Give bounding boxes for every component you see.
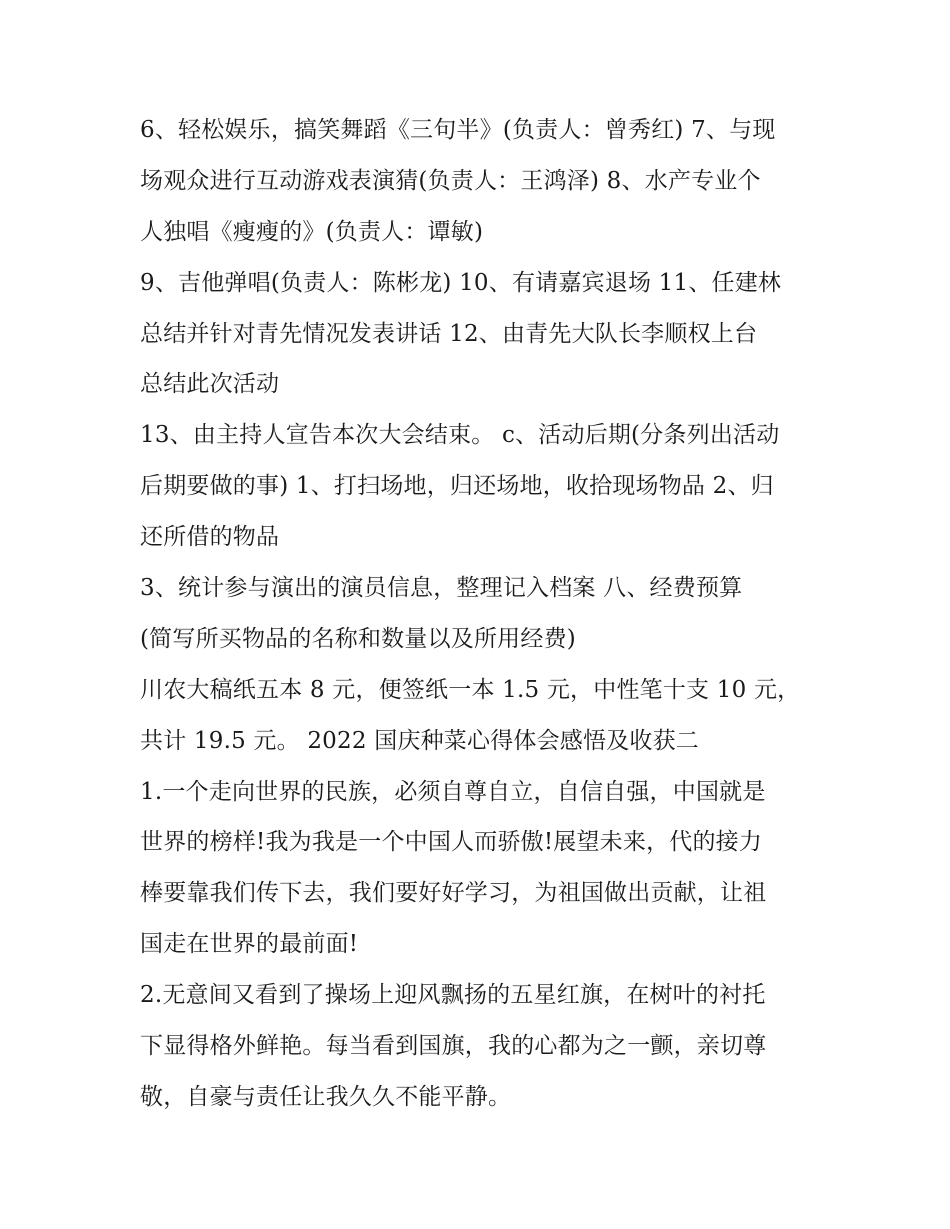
text-line: 国走在世界的最前面! <box>140 931 359 958</box>
text-line: 后期要做的事) 1、打扫场地，归还场地，收拾现场物品 2、归 <box>140 473 774 500</box>
text-line: 棒要靠我们传下去，我们要好好学习，为祖国做出贡献，让祖 <box>140 880 767 907</box>
text-line: 总结此次活动 <box>140 371 280 398</box>
text-line: 共计 19.5 元。 2022 国庆种菜心得体会感悟及收获二 <box>140 727 699 754</box>
text-line: 下显得格外鲜艳。每当看到国旗，我的心都为之一颤，亲切尊 <box>140 1033 767 1060</box>
text-line: 13、由主持人宣告本次大会结束。 c、活动后期(分条列出活动 <box>140 422 780 449</box>
text-line: 川农大稿纸五本 8 元，便签纸一本 1.5 元，中性笔十支 10 元， <box>140 676 801 703</box>
text-line: 9、吉他弹唱(负责人：陈彬龙) 10、有请嘉宾退场 11、任建林 <box>140 269 782 296</box>
text-line: 还所借的物品 <box>140 524 280 551</box>
text-line: 场观众进行互动游戏表演猜(负责人：王鸿泽) 8、水产专业个 <box>140 167 761 194</box>
text-line: 敬，自豪与责任让我久久不能平静。 <box>140 1083 512 1110</box>
text-line: 3、统计参与演出的演员信息，整理记入档案 八、经费预算 <box>140 575 743 602</box>
text-line: (简写所买物品的名称和数量以及所用经费) <box>140 625 576 652</box>
text-line: 人独唱《瘦瘦的》(负责人：谭敏) <box>140 218 484 245</box>
text-line: 2.无意间又看到了操场上迎风飘扬的五星红旗，在树叶的衬托 <box>140 982 766 1009</box>
document-body <box>140 105 820 1123</box>
text-line: 总结并针对青先情况发表讲话 12、由青先大队长李顺权上台 <box>140 320 758 347</box>
text-line: 6、轻松娱乐，搞笑舞蹈《三句半》(负责人：曾秀红) 7、与现 <box>140 117 776 143</box>
text-line: 1.一个走向世界的民族，必须自尊自立，自信自强，中国就是 <box>140 778 766 805</box>
text-line: 世界的榜样!我为我是一个中国人而骄傲!展望未来，代的接力 <box>140 829 763 856</box>
